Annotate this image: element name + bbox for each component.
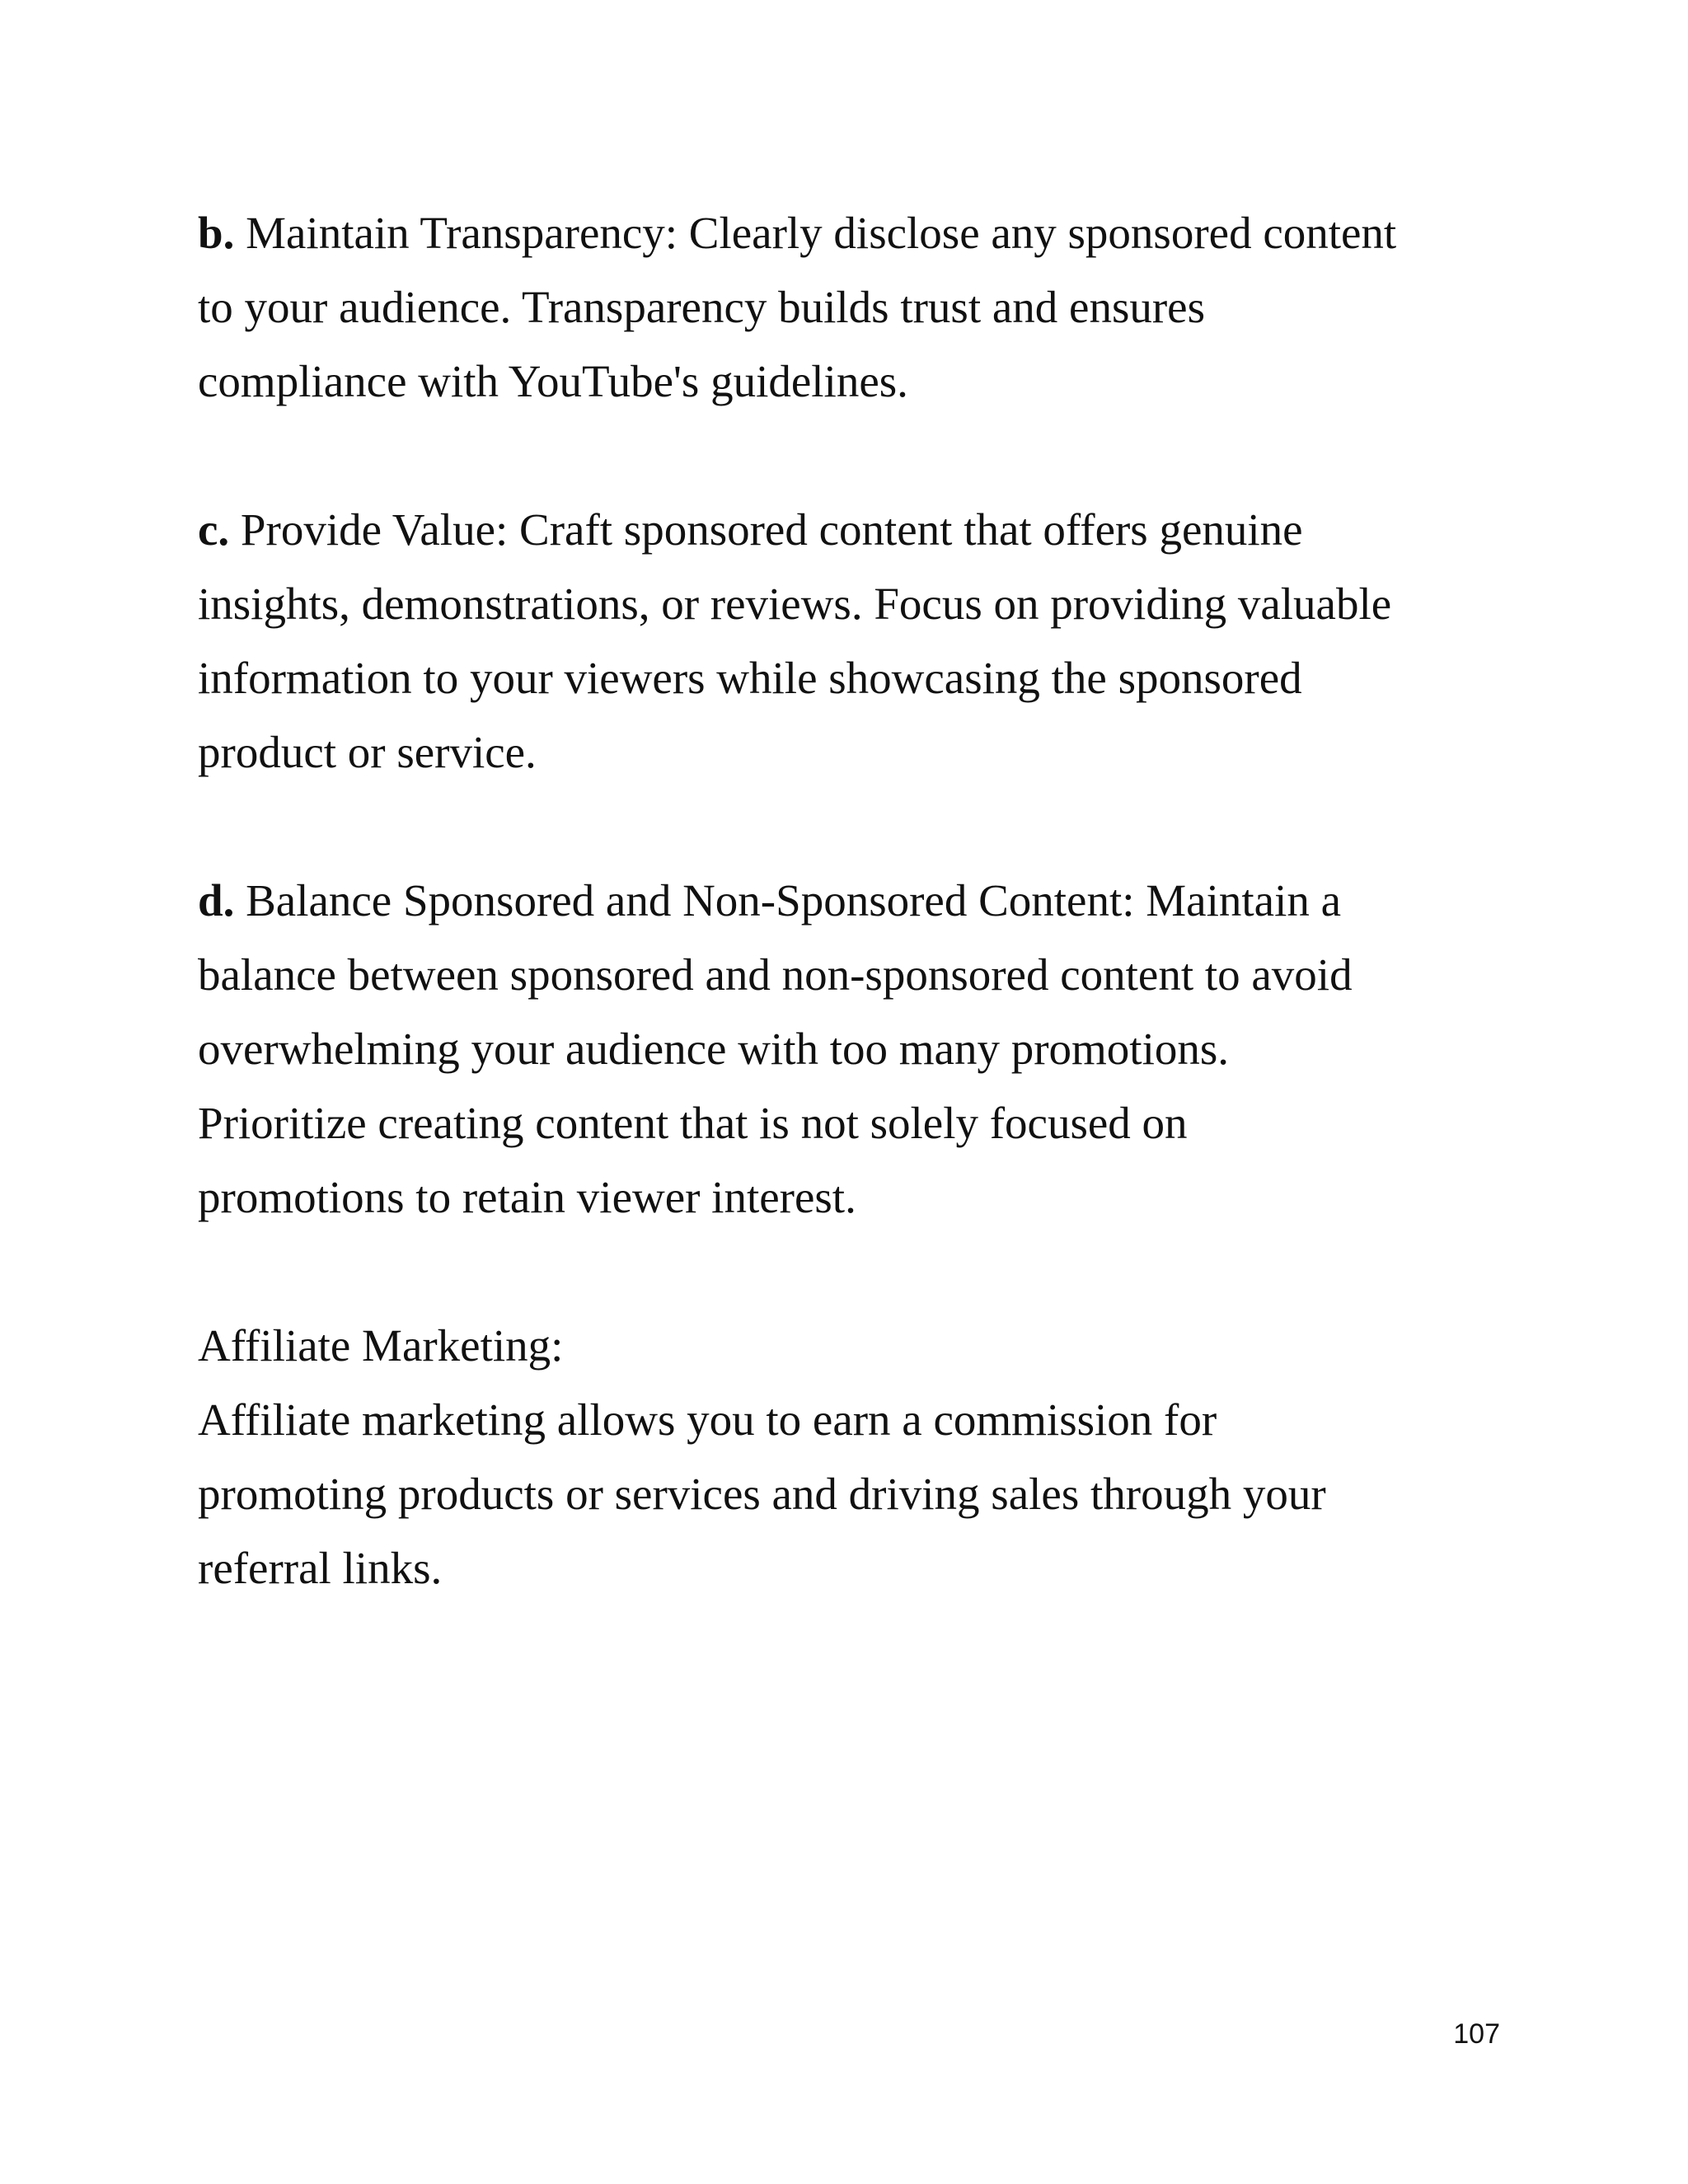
paragraph-text: Balance Sponsored and Non-Sponsored Content: Maintain a balance between sponsored and non-sponsored content to avoid overwhelming your audience with too many promotions. Prioritize creating content that is not solely focused on promotions to retain viewer interest. [198,875,1353,1222]
page-number: 107 [1453,2018,1500,2050]
section-body: Affiliate marketing allows you to earn a commission for promoting products or services and driving sales through your referral links. [198,1394,1326,1593]
page-content [198,196,1517,1605]
section-affiliate-marketing [198,1309,1517,1605]
paragraph-text: Maintain Transparency: Clearly disclose any sponsored content to your audience. Transparency builds trust and ensures compliance with YouTube's guidelines. [198,208,1397,406]
list-marker-c: c. [198,504,230,555]
paragraph-maintain-transparency [198,196,1517,419]
list-marker-d: d. [198,875,235,926]
section-heading: Affiliate Marketing: [198,1320,564,1371]
paragraph-text: Provide Value: Craft sponsored content that offers genuine insights, demonstrations, or reviews. Focus on providing valuable information to your viewers while showcasing the sponsored product or service. [198,504,1392,777]
paragraph-provide-value [198,493,1517,790]
paragraph-balance-content [198,864,1517,1235]
list-marker-b: b. [198,208,235,258]
